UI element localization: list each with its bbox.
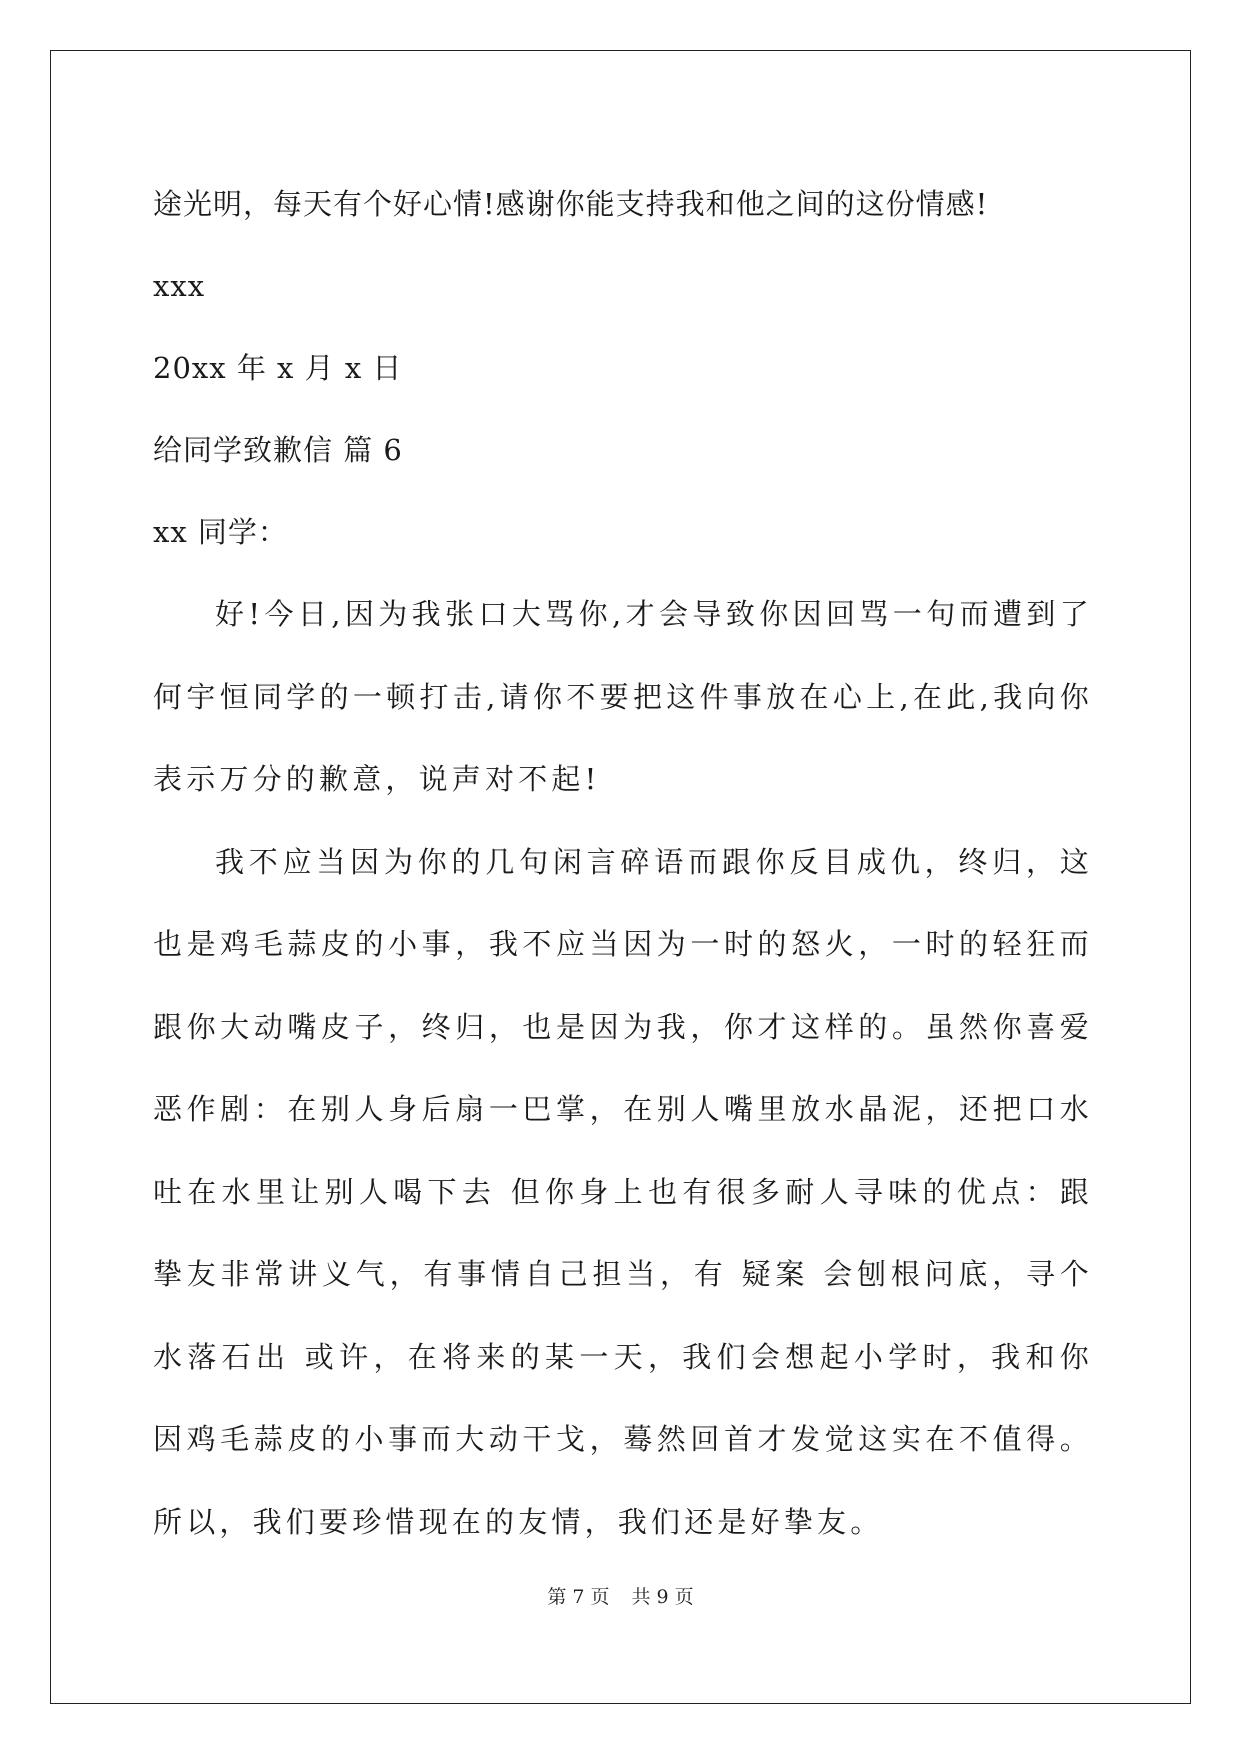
document-body: [153, 163, 1093, 1563]
signature: xxx: [153, 269, 206, 303]
section-title: 给同学致歉信 篇 6: [153, 433, 403, 467]
salutation: xx 同学：: [153, 515, 288, 549]
page-footer: [0, 1582, 1241, 1609]
page-total: 共 9 页: [631, 1586, 694, 1608]
paragraph-1: 好!今日,因为我张口大骂你,才会导致你因回骂一句而遭到了何宇恒同学的一顿打击,请你不要把这件事放在心上,在此,我向你表示万分的歉意，说声对不起!: [153, 597, 1093, 796]
date-line: 20xx 年 x 月 x 日: [153, 351, 403, 385]
page-number: 第 7 页: [547, 1586, 610, 1608]
closing-line: 途光明，每天有个好心情!感谢你能支持我和他之间的这份情感!: [153, 187, 989, 221]
paragraph-2: 我不应当因为你的几句闲言碎语而跟你反目成仇，终归，这也是鸡毛蒜皮的小事，我不应当因为一时的怒火，一时的轻狂而跟你大动嘴皮子，终归，也是因为我，你才这样的。虽然你喜爱恶作剧：在别人身后扇一巴掌，在别人嘴里放水晶泥，还把口水吐在水里让别人喝下去 但你身上也有很多耐人寻味的优点：跟挚友非常讲义气，有事情自己担当，有 疑案 会刨根问底，寻个水落石出 或许，在将来的某一天，我们会想起小学时，我和你因鸡毛蒜皮的小事而大动干戈，蓦然回首才发觉这实在不值得。所以，我们要珍惜现在的友情，我们还是好挚友。: [153, 844, 1093, 1539]
